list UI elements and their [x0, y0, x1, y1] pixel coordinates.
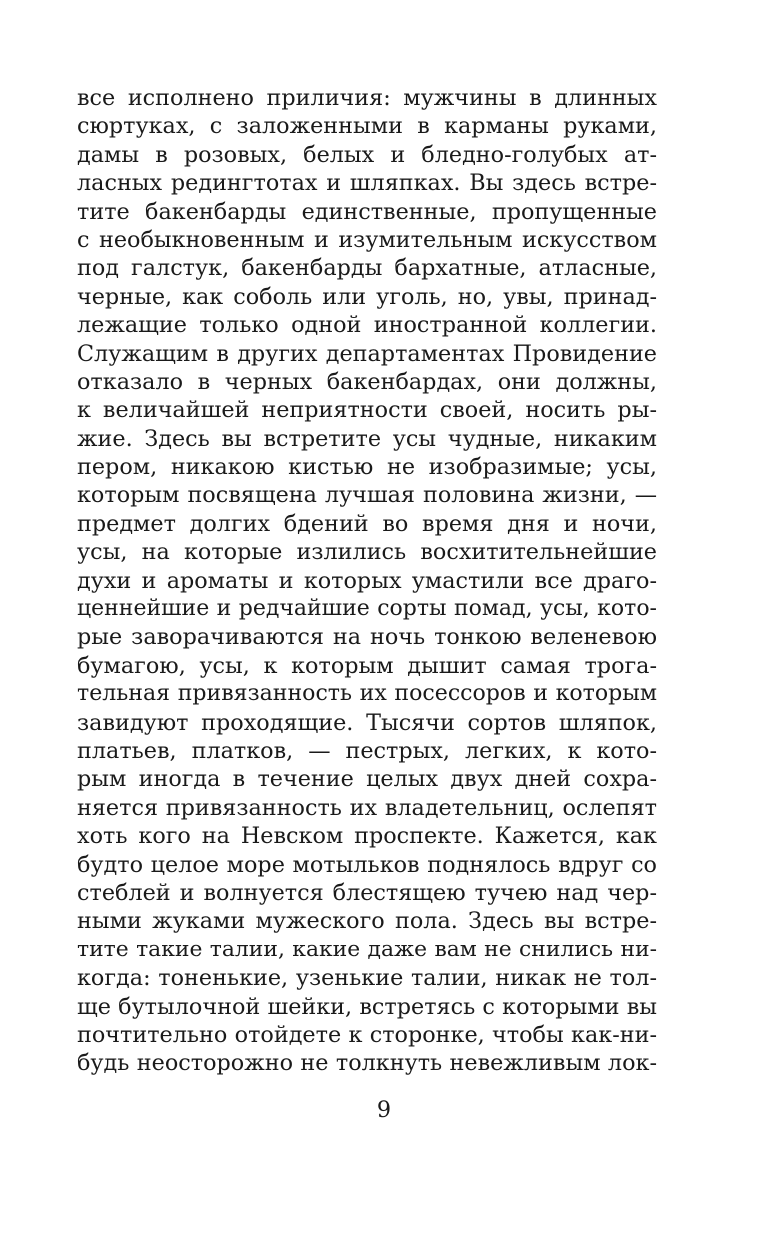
text-line: усы, на которые излились восхитительнейшие: [77, 539, 657, 566]
text-line: жие. Здесь вы встретите усы чудные, никаким: [77, 425, 657, 452]
text-line: почтительно отойдете к сторонке, чтобы как-ни-: [77, 1021, 657, 1048]
text-line: стеблей и волнуется блестящею тучею над чер-: [77, 879, 657, 906]
text-line: хоть кого на Невском проспекте. Кажется, как: [77, 823, 657, 850]
text-line: ще бутылочной шейки, встретясь с которыми вы: [77, 993, 657, 1020]
text-line: лежащие только одной иностранной коллегии.: [77, 312, 657, 339]
text-line: ласных редингтотах и шляпках. Вы здесь встре-: [77, 170, 657, 197]
text-line: тите такие талии, какие даже вам не снились ни-: [77, 936, 657, 962]
text-line: Служащим в других департаментах Провидение: [77, 340, 657, 367]
text-line: будь неосторожно не толкнуть невежливым лок-: [77, 1050, 657, 1077]
text-line: с необыкновенным и изумительным искусством: [77, 226, 657, 253]
text-line: когда: тоненькие, узенькие талии, никак не тол-: [77, 965, 657, 992]
text-line: завидуют проходящие. Тысячи сортов шляпок,: [77, 709, 657, 736]
text-line: дамы в розовых, белых и бледно-голубых ат-: [77, 141, 657, 168]
text-line: отказало в черных бакенбардах, они должны,: [77, 368, 657, 395]
text-line: бумагою, усы, к которым дышит самая трога-: [77, 652, 657, 679]
text-line: ценнейшие и редчайшие сорты помад, усы, кото-: [77, 596, 657, 622]
text-line: будто целое море мотыльков поднялось вдруг со: [77, 851, 657, 878]
page-number: 9: [376, 1097, 392, 1123]
body-text: [77, 84, 657, 1078]
text-line: под галстук, бакенбарды бархатные, атласные,: [77, 255, 657, 282]
text-line: которым посвящена лучшая половина жизни, —: [77, 482, 657, 509]
text-line: тите бакенбарды единственные, пропущенные: [77, 198, 657, 225]
text-line: сюртуках, с заложенными в карманы руками,: [77, 113, 657, 140]
text-line: пером, никакою кистью не изобразимые; усы,: [77, 454, 657, 481]
text-line: тельная привязанность их посессоров и которым: [77, 681, 657, 707]
text-line: рые заворачиваются на ночь тонкою веленевою: [77, 624, 657, 651]
text-line: предмет долгих бдений во время дня и ночи,: [77, 510, 657, 537]
text-line: к величайшей неприятности своей, носить ры-: [77, 397, 657, 424]
text-line: няется привязанность их владетельниц, ослепят: [77, 794, 657, 821]
text-line: ными жуками мужеского пола. Здесь вы встре-: [77, 908, 657, 935]
text-line: рым иногда в течение целых двух дней сохра-: [77, 766, 657, 793]
text-line: духи и ароматы и которых умастили все драго-: [77, 567, 657, 594]
text-line: черные, как соболь или уголь, но, увы, принад-: [77, 283, 657, 310]
text-line: все исполнено приличия: мужчины в длинных: [77, 85, 657, 111]
text-line: платьев, платков, — пестрых, легких, к кото-: [77, 737, 657, 764]
